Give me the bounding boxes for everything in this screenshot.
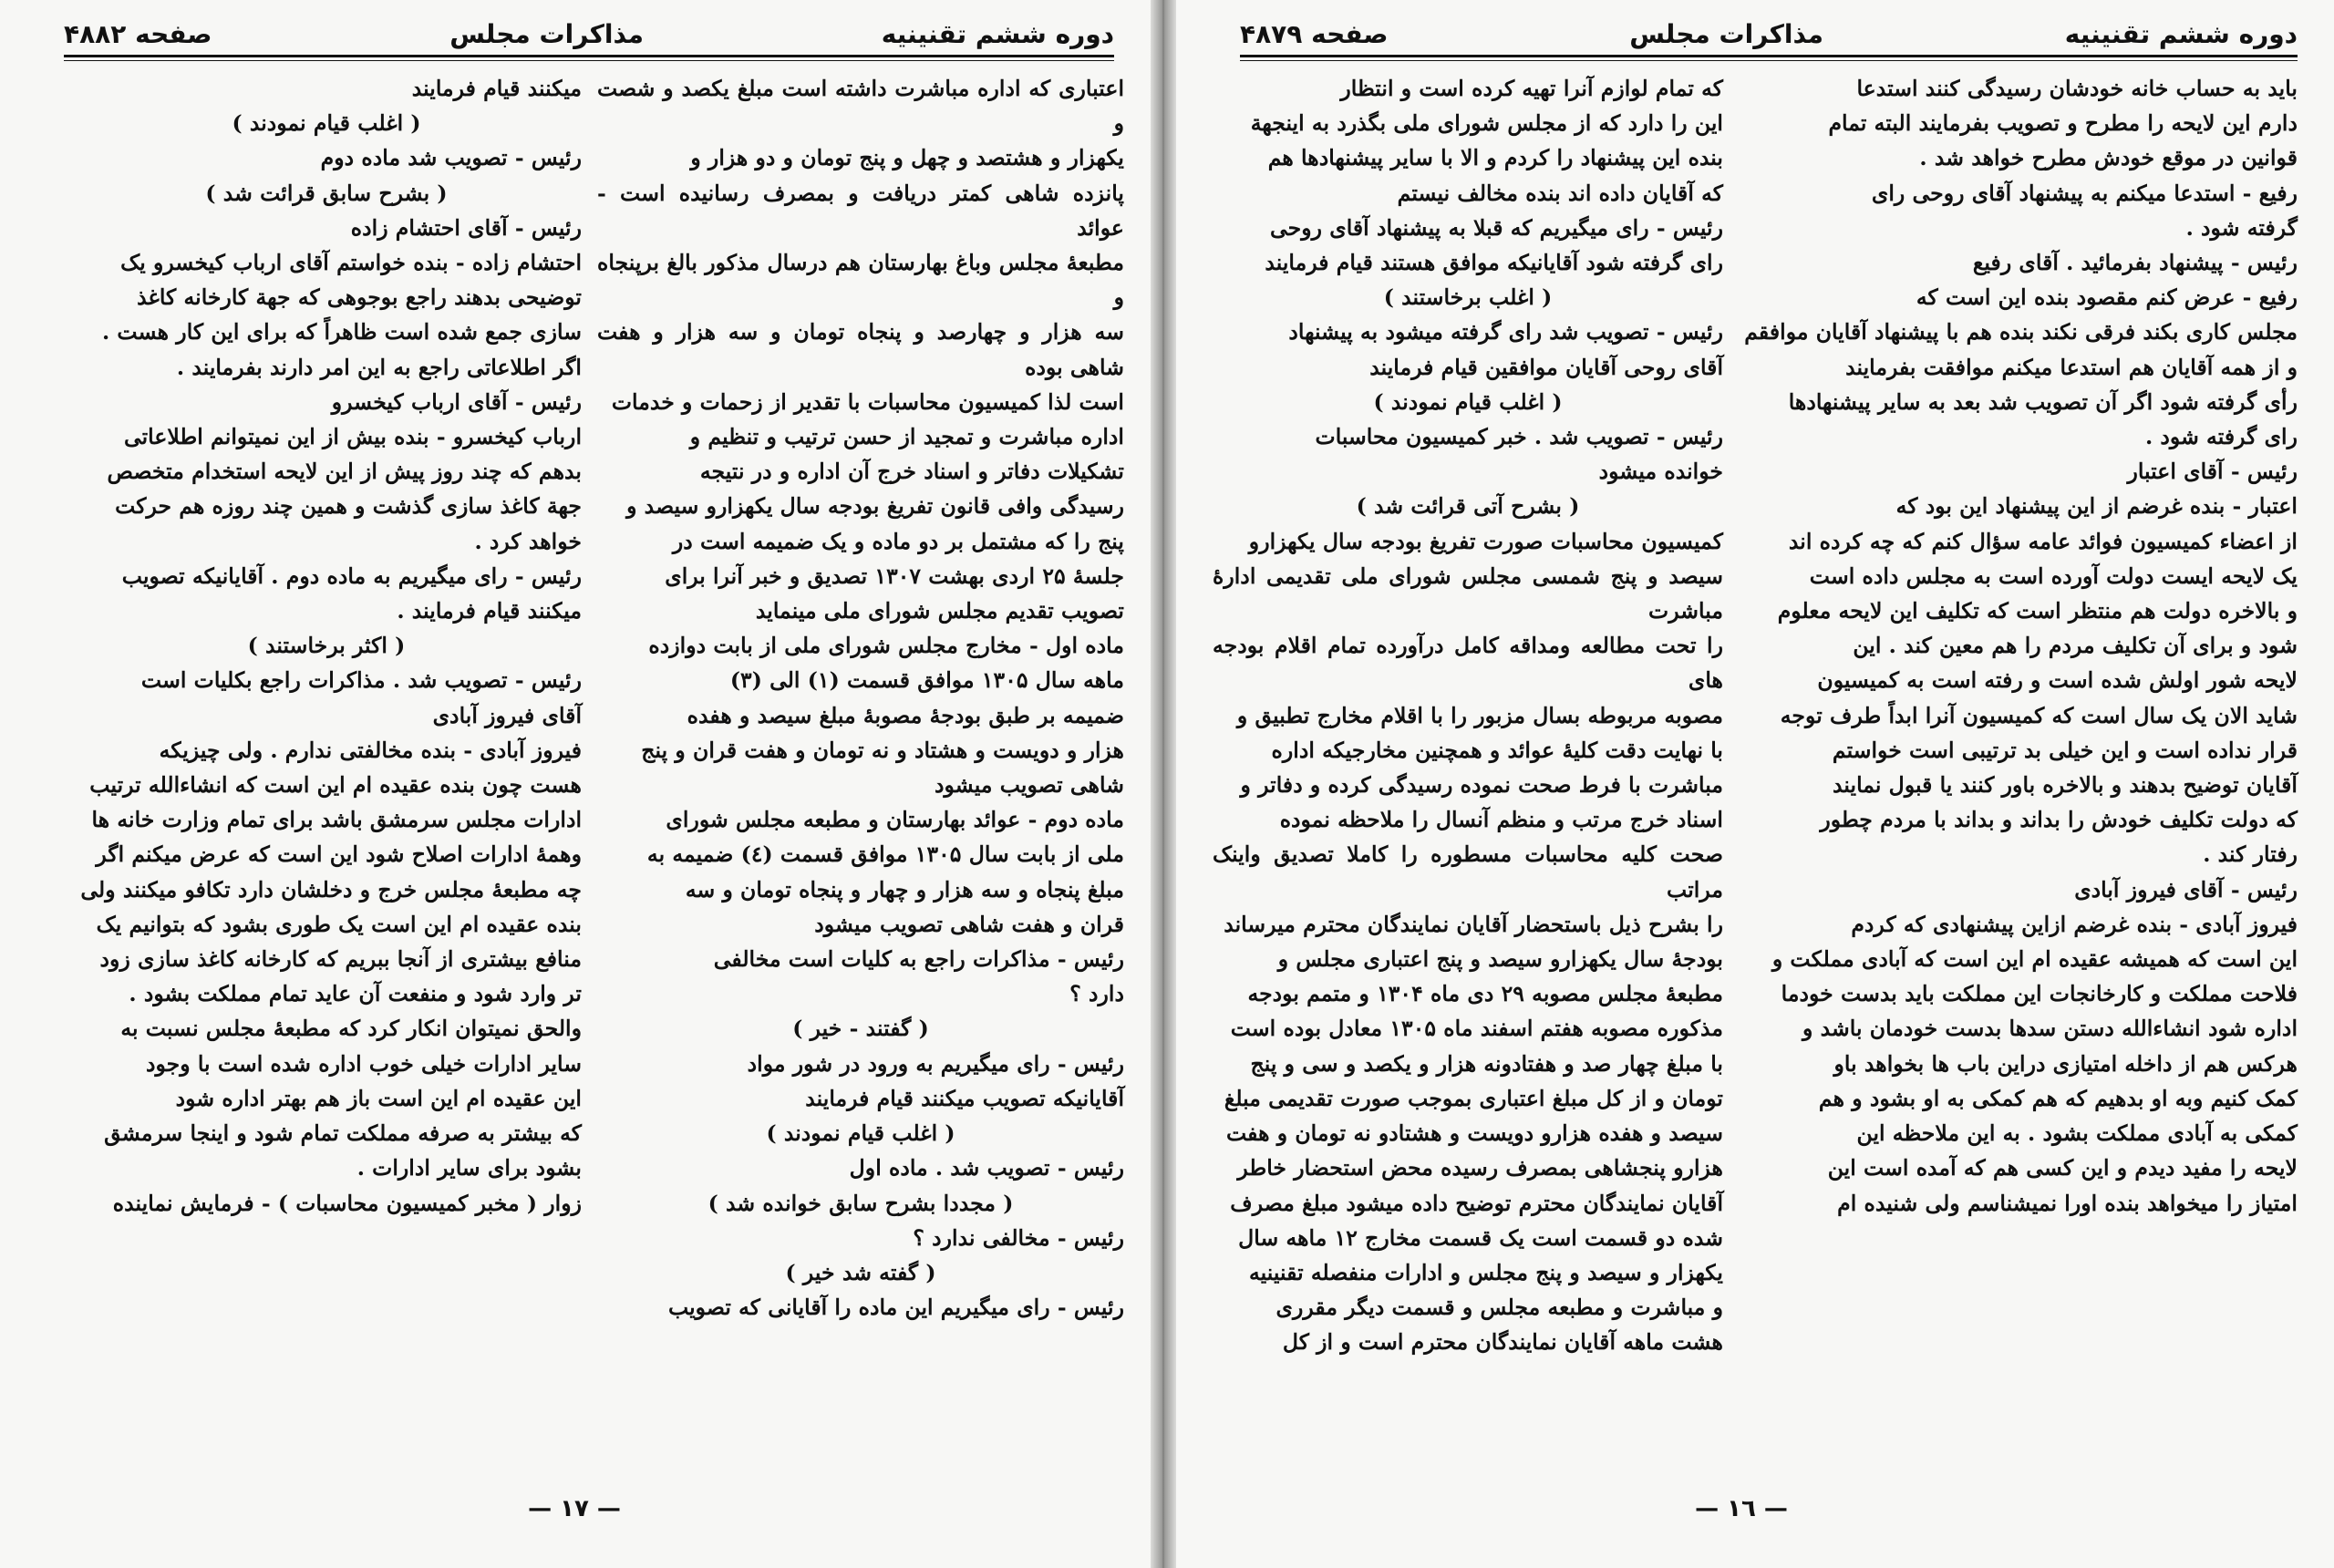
text-line: اعتبار - بنده غرضم از این پیشنهاد این بود که bbox=[1895, 493, 2298, 520]
text-line: باید به حساب خانه خودشان رسیدگی کنند استدعا bbox=[1856, 76, 2298, 101]
text-line: شده دو قسمت است یک قسمت مخارج ۱۲ ماهه سال bbox=[1238, 1224, 1723, 1251]
text-line: صحت کلیه محاسبات مسطوره را کاملا تصدیق واینک مراتب bbox=[1213, 841, 1723, 903]
text-line: هرکس هم از داخله امتیازی دراین باب ها بخواهد باو bbox=[1833, 1050, 2298, 1077]
text-line: تومان و از کل مبلغ اعتباری بموجب صورت تقدیمی مبلغ bbox=[1224, 1085, 1723, 1111]
text-line: والحق نمیتوان انکار کرد که مطبعهٔ مجلس نسبت به bbox=[120, 1016, 582, 1042]
text-line: سایر ادارات خیلی خوب اداره شده است با وجود bbox=[145, 1050, 582, 1077]
text-line: فیروز آبادی - بنده مخالفتی ندارم . ولی چیزیکه bbox=[159, 737, 582, 763]
text-line: ماهه سال ۱۳۰۵ موافق قسمت (۱) الی (۳) bbox=[729, 667, 1124, 694]
text-line: که تمام لوازم آنرا تهیه کرده است و انتظار bbox=[1340, 76, 1723, 101]
text-line: زوار ( مخبر کمیسیون محاسبات ) - فرمایش نماینده bbox=[112, 1190, 582, 1216]
text-line: دارد ؟ bbox=[1069, 981, 1124, 1007]
text-line: رفیع - استدعا میکنم به پیشنهاد آقای روحی رای bbox=[1871, 180, 2298, 206]
text-line: لایحه را مفید دیدم و این کسی هم که آمده است این bbox=[1827, 1155, 2298, 1181]
text-line: کمک کنیم وبه او بدهیم که هم کمکی به او بشود و هم bbox=[1818, 1085, 2298, 1111]
text-line: ( گفتند - خیر ) bbox=[792, 1016, 929, 1042]
text-line: ( مجددا بشرح سابق خوانده شد ) bbox=[707, 1190, 1014, 1216]
text-line: کمکی به آبادی مملکت بشود . به این ملاحظه این bbox=[1856, 1120, 2298, 1147]
text-line: رئیس - تصویب شد رای گرفته میشود به پیشنهاد bbox=[1288, 319, 1723, 346]
text-line: رأی گرفته شود اگر آن تصویب شد بعد به سایر پیشنهادها bbox=[1788, 388, 2298, 415]
text-line: شود و برای آن تکلیف مردم را هم معین کند . این bbox=[1853, 633, 2298, 659]
text-line: سیصد و هفده هزارو دویست و هشتادو نه تومان و هفت bbox=[1225, 1120, 1723, 1147]
text-line: ( بشرح سابق قرائت شد ) bbox=[205, 180, 448, 206]
page-number: — ١٧ — bbox=[528, 1495, 621, 1522]
text-line: چه مطبعهٔ مجلس خرج و دخلشان دارد تکافو میکنند ولی bbox=[80, 876, 582, 903]
text-line: پانزده شاهی کمتر دریافت و بمصرف رسانیده است - عوائد bbox=[597, 180, 1124, 241]
page-header bbox=[64, 16, 1114, 51]
text-line: این عقیده ام این است باز هم بهتر اداره شود bbox=[175, 1085, 582, 1111]
text-line: رئیس - آقای احتشام زاده bbox=[350, 214, 582, 241]
text-line: رئیس - رای میگیریم به ورود در شور مواد bbox=[747, 1050, 1124, 1077]
text-line: پنج را که مشتمل بر دو ماده و یک ضمیمه است در bbox=[672, 528, 1124, 554]
text-line: سیصد و پنج شمسی مجلس شورای ملی تقدیمی ادارهٔ مباشرت bbox=[1213, 562, 1723, 624]
text-line: که دولت تکلیف خودش را بداند و بداند با مردم چطور bbox=[1820, 807, 2298, 833]
text-line: هزار و دویست و هشتاد و نه تومان و هفت قران و پنج bbox=[641, 737, 1124, 763]
text-line: تر وارد شود و منفعت آن عاید تمام مملکت بشود . bbox=[129, 981, 582, 1007]
text-column-left bbox=[1213, 71, 1723, 1360]
text-line: را تحت مطالعه ومداقه کامل درآورده تمام اقلام بودجه های bbox=[1213, 633, 1723, 694]
text-line: بدهم که چند روز پیش از این لایحه استخدام متخصص bbox=[107, 459, 582, 485]
text-line: ادارات مجلس سرمشق باشد برای تمام وزارت خانه ها bbox=[91, 807, 582, 833]
text-line: و از همه آقایان هم استدعا میکنم موافقت بفرمایند bbox=[1845, 354, 2298, 380]
header-rule bbox=[64, 55, 1114, 57]
text-line: مبلغ پنجاه و سه هزار و چهار و پنجاه تومان و سه bbox=[685, 876, 1124, 903]
text-line: آقایان توضیح بدهند و بالاخره باور کنند یا قبول نمایند bbox=[1833, 772, 2298, 799]
text-line: لایحه شور اولش شده است و رفته است به کمیسیون bbox=[1817, 667, 2298, 694]
text-line: رئیس - آقای اعتبار bbox=[2127, 459, 2298, 485]
text-line: ( بشرح آتی قرائت شد ) bbox=[1356, 493, 1580, 520]
text-line: وهمهٔ ادارات اصلاح شود این است که عرض میکنم اگر bbox=[96, 841, 582, 868]
text-line: فیروز آبادی - بنده غرضم ازاین پیشنهادی که کردم bbox=[1851, 911, 2298, 937]
text-line: یکهزار و هشتصد و چهل و پنج تومان و دو هزار و bbox=[690, 145, 1124, 171]
text-line: آقایانیکه تصویب میکنند قیام فرمایند bbox=[805, 1085, 1124, 1111]
text-line: جلسهٔ ۲۵ اردی بهشت ۱۳۰۷ تصدیق و خبر آنرا برای bbox=[665, 562, 1124, 589]
text-line: تشکیلات دفاتر و اسناد خرج آن اداره و در نتیجه bbox=[699, 459, 1124, 485]
text-line: مطبعهٔ مجلس وباغ بهارستان هم درسال مذکور بالغ برپنجاه و bbox=[597, 250, 1124, 311]
text-line: ( گفته شد خیر ) bbox=[785, 1259, 936, 1285]
text-line: این است که همیشه عقیده ام این است که آبادی مملکت و bbox=[1771, 946, 2298, 973]
text-line: قوانین در موقع خودش مطرح خواهد شد . bbox=[1919, 145, 2298, 171]
text-line: مجلس کاری بکند فرقی نکند بنده هم با پیشنهاد آقایان موافقم bbox=[1744, 319, 2298, 346]
text-line: ( اغلب برخاستند ) bbox=[1383, 284, 1553, 311]
text-line: گرفته شود . bbox=[2185, 214, 2298, 241]
text-line: ( اغلب قیام نمودند ) bbox=[766, 1120, 955, 1147]
text-line: منافع بیشتری از آنجا ببریم که کارخانه کاغذ سازی زود bbox=[99, 946, 582, 973]
text-line: اسناد خرج مرتب و منظم آنسال را ملاحظه نموده bbox=[1279, 807, 1723, 833]
text-line: بنده عقیده ام این است یک طوری بشود که بتوانیم یک bbox=[96, 911, 582, 937]
text-line: که آقایان داده اند بنده مخالف نیستم bbox=[1397, 180, 1723, 206]
text-line: ارباب کیخسرو - بنده بیش از این نمیتوانم اطلاعاتی bbox=[123, 424, 582, 450]
text-line: سه هزار و چهارصد و پنجاه تومان و سه هزار و هفت شاهی بوده bbox=[597, 319, 1124, 380]
text-column-right bbox=[597, 71, 1124, 1325]
text-line: اگر اطلاعاتی راجع به این امر دارند بفرمایند . bbox=[176, 354, 582, 380]
text-line: رئیس - تصویب شد . مذاکرات راجع بکلیات است bbox=[140, 667, 582, 694]
text-line: با مبلغ چهار صد و هفتادونه هزار و یکصد و سی و پنج bbox=[1250, 1050, 1723, 1077]
text-line: رئیس - آقای ارباب کیخسرو bbox=[331, 388, 582, 415]
text-line: شاید الان یک سال است که کمیسیون آنرا ابداً طرف توجه bbox=[1780, 702, 2298, 728]
text-line: یک لایحه ایست دولت آورده است به مجلس داده است bbox=[1809, 562, 2298, 589]
text-line: شاهی تصویب میشود bbox=[935, 772, 1124, 799]
text-line: سازی جمع شده است ظاهراً که برای این کار هست . bbox=[102, 319, 582, 346]
text-line: رفتار کند . bbox=[2203, 841, 2298, 868]
text-line: رئیس - مذاکرات راجع به کلیات است مخالفی bbox=[713, 946, 1124, 973]
text-line: ملی از بابت سال ۱۳۰۵ موافق قسمت (٤) ضمیمه به bbox=[646, 841, 1124, 868]
text-line: رئیس - تصویب شد ماده دوم bbox=[320, 145, 582, 171]
text-line: و بالاخره دولت هم منتظر است که تکلیف این لایحه معلوم bbox=[1777, 598, 2298, 624]
text-line: این را دارد که از مجلس شورای ملی بگذرد به اینجهة bbox=[1250, 110, 1723, 137]
text-column-left bbox=[71, 71, 582, 1221]
text-line: هزارو پنجشاهی بمصرف رسیده محض استحضار خاطر bbox=[1237, 1155, 1723, 1181]
text-line: مذکوره مصوبه هفتم اسفند ماه ۱۳۰۵ معادل بوده است bbox=[1230, 1016, 1723, 1042]
text-line: رئیس - پیشنهاد بفرمائید . آقای رفیع bbox=[1972, 250, 2298, 276]
text-line: رای گرفته شود . bbox=[2144, 424, 2298, 450]
text-line: ضمیمه بر طبق بودجهٔ مصوبهٔ مبلغ سیصد و هفده bbox=[687, 702, 1124, 728]
text-line: رفیع - عرض کنم مقصود بنده این است که bbox=[1916, 284, 2298, 311]
text-line: رای گرفته شود آقایانیکه موافق هستند قیام فرمایند bbox=[1265, 250, 1723, 276]
header-session: دوره ششم تقنینیه bbox=[2064, 18, 2298, 49]
text-line: قرار نداده است و این خیلی بد ترتیبی است خواستم bbox=[1832, 737, 2298, 763]
text-line: آقایان نمایندگان محترم توضیح داده میشود مبلغ مصرف bbox=[1230, 1190, 1723, 1216]
text-line: رئیس - تصویب شد . خبر کمیسیون محاسبات bbox=[1315, 424, 1723, 450]
text-line: بودجهٔ سال یکهزارو سیصد و پنج اعتباری مجلس و bbox=[1277, 946, 1723, 973]
page-number: — ١٦ — bbox=[1695, 1495, 1788, 1522]
header-rule-thin bbox=[1240, 60, 2298, 61]
text-line: توضیحی بدهند راجع بوجوهی که جهة کارخانه کاغذ bbox=[137, 284, 582, 311]
text-line: ( اغلب قیام نمودند ) bbox=[232, 110, 421, 137]
text-line: خواهد کرد . bbox=[474, 528, 582, 554]
text-line: قران و هفت شاهی تصویب میشود bbox=[814, 911, 1124, 937]
header-title: مذاکرات مجلس bbox=[449, 18, 645, 49]
header-page-label: صفحه ۴۸۷۹ bbox=[1240, 18, 1389, 49]
text-line: تصویب تقدیم مجلس شورای ملی مینماید bbox=[755, 598, 1124, 624]
text-line: رسیدگی وافی قانون تفریغ بودجه سال یکهزارو سیصد و bbox=[626, 493, 1124, 520]
text-line: احتشام زاده - بنده خواستم آقای ارباب کیخسرو یک bbox=[120, 250, 582, 276]
text-line: فلاحت مملکت و کارخانجات این مملکت باید بدست خودما bbox=[1781, 981, 2298, 1007]
text-line: مباشرت با فرط صحت نموده رسیدگی کرده و دفاتر و bbox=[1240, 772, 1723, 799]
text-column-right bbox=[1734, 71, 2298, 1221]
text-line: رئیس - تصویب شد . ماده اول bbox=[849, 1155, 1124, 1181]
text-line: آقای روحی آقایان موافقین قیام فرمایند bbox=[1369, 354, 1723, 380]
text-line: یکهزار و سیصد و پنج مجلس و ادارات منفصله تقنینیه bbox=[1249, 1259, 1723, 1285]
text-line: اعتباری که اداره مباشرت داشته است مبلغ یکصد و شصت و bbox=[597, 76, 1124, 137]
text-line: ماده دوم - عوائد بهارستان و مطبعه مجلس شورای bbox=[666, 807, 1124, 833]
text-line: رئیس - آقای فیروز آبادی bbox=[2074, 876, 2298, 903]
text-line: و مباشرت و مطبعه مجلس و قسمت دیگر مقرری bbox=[1275, 1295, 1723, 1321]
header-rule bbox=[1240, 55, 2298, 57]
book-gutter bbox=[1151, 0, 1176, 1568]
text-line: دارم این لایحه را مطرح و تصویب بفرمایند البته تمام bbox=[1828, 110, 2298, 137]
text-line: بشود برای سایر ادارات . bbox=[356, 1155, 582, 1181]
text-line: است لذا کمیسیون محاسبات با تقدیر از زحمات و خدمات bbox=[611, 388, 1124, 415]
text-line: مطبعهٔ مجلس مصوبه ۲۹ دی ماه ۱۳۰۴ و متمم بودجه bbox=[1247, 981, 1723, 1007]
header-rule-thin bbox=[64, 60, 1114, 61]
text-line: کمیسیون محاسبات صورت تفریغ بودجه سال یکهزارو bbox=[1248, 528, 1723, 554]
page-right bbox=[1176, 0, 2334, 1568]
text-line: رئیس - رای میگیریم که قبلا به پیشنهاد آقای روحی bbox=[1269, 214, 1723, 241]
header-page-label: صفحه ۴۸۸۲ bbox=[64, 18, 212, 49]
text-line: ( اغلب قیام نمودند ) bbox=[1373, 388, 1563, 415]
text-line: هست چون بنده عقیده ام این است که انشاءالله ترتیب bbox=[89, 772, 582, 799]
text-line: ( اکثر برخاستند ) bbox=[247, 633, 406, 659]
text-line: میکنند قیام فرمایند bbox=[411, 76, 582, 101]
text-line: بنده این پیشنهاد را کردم و الا با سایر پیشنهادها هم bbox=[1267, 145, 1723, 171]
text-line: با نهایت دقت کلیهٔ عوائد و همچنین مخارجیکه اداره bbox=[1271, 737, 1723, 763]
text-line: آقای فیروز آبادی bbox=[432, 702, 582, 728]
text-line: اداره شود انشاءالله دستن سدها بدست خودمان باشد و bbox=[1802, 1016, 2298, 1042]
text-line: را بشرح ذیل باستحضار آقایان نمایندگان محترم میرساند bbox=[1224, 911, 1723, 937]
text-line: جهة کاغذ سازی گذشت و همین چند روزه هم حرکت bbox=[115, 493, 582, 520]
text-line: هشت ماهه آقایان نمایندگان محترم است و از کل bbox=[1282, 1329, 1723, 1356]
header-session: دوره ششم تقنینیه bbox=[881, 18, 1114, 49]
header-title: مذاکرات مجلس bbox=[1629, 18, 1824, 49]
page-left bbox=[0, 0, 1151, 1568]
text-line: از اعضاء کمیسیون فوائد عامه سؤال کنم که چه کرده اند bbox=[1788, 528, 2298, 554]
text-line: رئیس - رای میگیریم به ماده دوم . آقایانیکه تصویب bbox=[121, 562, 582, 589]
text-line: امتیاز را میخواهد بنده اورا نمیشناسم ولی شنیده ام bbox=[1837, 1190, 2298, 1216]
text-line: میکنند قیام فرمایند . bbox=[397, 598, 582, 624]
page-header bbox=[1240, 16, 2298, 51]
text-line: رئیس - مخالفی ندارد ؟ bbox=[913, 1224, 1124, 1251]
text-line: مصوبه مربوطه بسال مزبور را با اقلام مخارج تطبیق و bbox=[1236, 702, 1723, 728]
text-line: خوانده میشود bbox=[1598, 459, 1723, 485]
text-line: رئیس - رای میگیریم این ماده را آقایانی که تصویب bbox=[667, 1295, 1124, 1321]
text-line: که بیشتر به صرفه مملکت تمام شود و اینجا سرمشق bbox=[104, 1120, 582, 1147]
text-line: ماده اول - مخارج مجلس شورای ملی از بابت دوازده bbox=[648, 633, 1124, 659]
text-line: اداره مباشرت و تمجید از حسن ترتیب و تنظیم و bbox=[689, 424, 1124, 450]
